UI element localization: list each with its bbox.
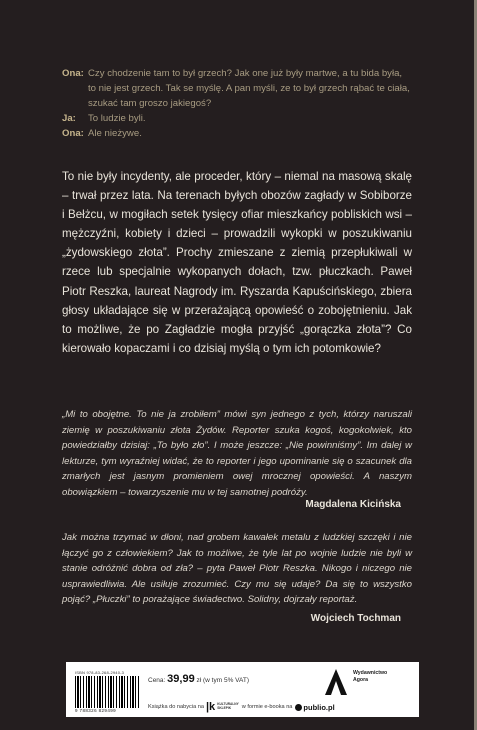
dialogue-line (62, 81, 422, 96)
barcode (75, 676, 141, 708)
price-line (148, 673, 249, 685)
dialogue-text: To ludzie byli. (88, 113, 146, 124)
kulturalny-line-2: SKLEPIK (217, 706, 232, 710)
dialogue-line (62, 66, 422, 81)
dialogue-speaker: Ja: (62, 113, 76, 124)
price-strip (66, 662, 419, 717)
publio-logo-icon (295, 704, 302, 711)
dialogue-text: szukać tam groszo jakiegoś? (88, 98, 212, 109)
price-label: Cena: (148, 677, 166, 684)
dialogue-speaker: Ona: (62, 68, 84, 79)
review-author-2: Wojciech Tochman (310, 613, 401, 624)
ebook-text: w formie e-booka na (241, 704, 293, 710)
description-paragraph: To nie były incydenty, ale proceder, który – niemal na masową skalę – trwał przez lata. Na terenach byłych obozów zagłady w Sobiborze i Bełżcu, w mogiłach setek tysięcy ofiar mieszkańcy pobliskich wsi – mężczyźni, kobiety i dzieci – prowadzili wykopki w poszukiwaniu „żydowskiego złota”. Prochy zmieszane z ziemią przepłukiwali w rzece lub specjalnie wykopanych dołach, tzw. płuczkach. Paweł Piotr Reszka, laureat Nagrody im. Ryszarda Kapuścińskiego, zbiera głosy układające się w przerażającą opowieść o zobojętnieniu. Jak to możliwe, że po Zagładzie mogła przyjść „gorączka złota”? Co kierowało kopaczami i co dzisiaj myślą o tym ich potomkowie? (62, 170, 412, 355)
dialogue-excerpt (62, 66, 422, 141)
price-note: zł (w tym 5% VAT) (196, 677, 249, 684)
availability-line (148, 701, 335, 713)
dialogue-text: Czy chodzenie tam to był grzech? Jak one już były martwe, a tu bida była, (88, 68, 403, 79)
dialogue-speaker (62, 81, 88, 96)
dialogue-line (62, 111, 422, 126)
dialogue-line (62, 126, 422, 141)
publisher-name (353, 670, 387, 684)
dialogue-speaker: Ona: (62, 128, 84, 139)
publisher-line-1: Wydawnictwo (353, 670, 388, 676)
review-quote-1: „Mi to obojętne. To nie ja zrobiłem” mówi syn jednego z tych, którzy naruszali ziemię w poszukiwaniu złota Żydów. Reporter szuka kogoś, kogokolwiek, kto powiedziałby dzisiaj: „To było zło”. I może jeszcze: „Nie powinniśmy”. Im dalej w lekturze, tym wyraźniej widać, że to reporter i jego upominanie się o szacunek dla zmarłych jest jasnym promieniem owej mrocznej opowieści. A naszym obowiązkiem – towarzyszenie mu w tej samotnej podróży. (62, 409, 412, 498)
publisher-line-2: Agora (353, 677, 368, 683)
dialogue-text: Ale nieżywe. (88, 128, 142, 139)
price-value: 39,99 (167, 673, 195, 685)
dialogue-text: to nie jest grzech. Tak se myślę. A pan myśli, ze to był grzech rąbać te ciała, (88, 83, 410, 94)
dialogue-line (62, 96, 422, 111)
review-author-1: Magdalena Kicińska (305, 499, 401, 510)
availability-text: Książka do nabycia na (148, 704, 204, 710)
dialogue-speaker (62, 96, 88, 111)
kulturalny-sklepik-logo-icon: |k (205, 701, 216, 713)
kulturalny-line-1: KULTURALNY (217, 702, 239, 707)
kulturalny-sklepik-text (217, 703, 239, 710)
isbn-label: ISBN 978-83-268-2940-3 (75, 670, 125, 675)
publio-link: publio.pl (303, 702, 335, 712)
book-description (62, 167, 412, 358)
agora-logo-icon (324, 668, 348, 696)
review-quote-2: Jak można trzymać w dłoni, nad grobem kawałek metalu z ludzkiej szczęki i nie łączyć go z człowiekiem? Jak to możliwe, że tyle lat po wojnie ludzie nie byli w stanie odróżnić dobra od zła? – pyta Paweł Piotr Reszka. Nikogo i niczego nie usprawiedliwia. Ale usiłuje zrozumieć. Czy mu się udaje? Da się to wszystko pojąć? „Płuczki” to porażające świadectwo. Solidny, dojrzały reportaż. (62, 532, 412, 605)
barcode-number: 9 788326 829499 (75, 708, 117, 713)
